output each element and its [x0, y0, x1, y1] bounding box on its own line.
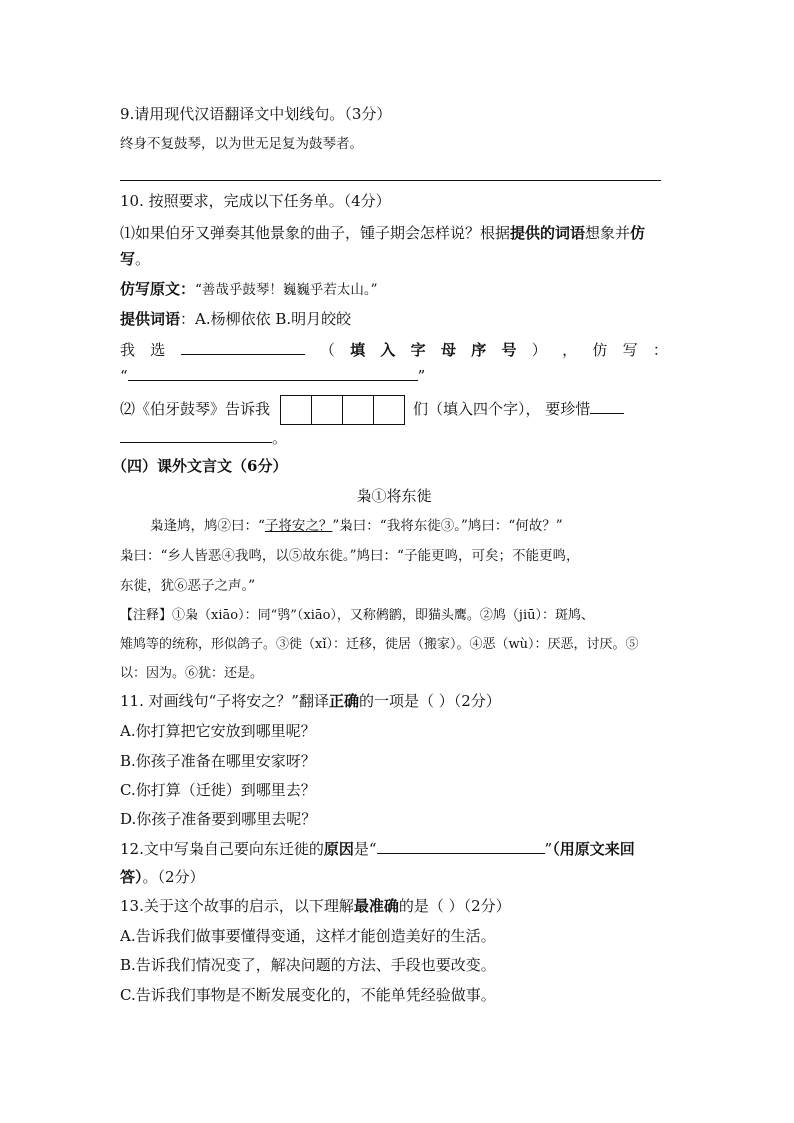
q10-original	[120, 278, 378, 301]
q10-part1-text-2: 想象并	[585, 224, 631, 242]
q13-option-b[interactable]: B.告诉我们情况变了，解决问题的方法、手段也要改变。	[120, 956, 496, 974]
q10-part2-text: ⑵《伯牙鼓琴》告诉我	[120, 400, 271, 418]
q12-line-2	[120, 866, 205, 888]
q10-part1-bold-imitate: 仿	[630, 224, 646, 242]
q9-answer-line	[120, 180, 661, 181]
section4-heading: （四）课外文言文（6分）	[112, 457, 288, 475]
imitation-blank[interactable]	[128, 364, 418, 381]
four-char-boxes[interactable]	[280, 395, 405, 425]
q10-fill-line	[120, 338, 668, 361]
q12-text: 12.文中写枭自己要向东迁徙的	[120, 840, 324, 858]
passage-text: 枭逢鸠，鸠②曰：“	[150, 518, 265, 534]
q10-imitation-line	[120, 364, 425, 387]
q11-title	[120, 690, 501, 712]
q10-part1-line1	[120, 222, 645, 244]
q13-option-c[interactable]: C.告诉我们事物是不断发展变化的，不能单凭经验做事。	[120, 986, 496, 1004]
q11-text-2: 的一项是（ ）（2分）	[358, 692, 501, 710]
q10-original-label: 仿写原文：	[120, 280, 196, 298]
letter-choice-blank[interactable]	[181, 338, 305, 355]
q13-text: 13.关于这个故事的启示，以下理解	[120, 897, 354, 915]
q11-text: 11. 对画线句“子将安之？”翻译	[120, 692, 329, 710]
q10-part2	[120, 395, 624, 425]
passage-line-2: 枭曰：“乡人皆恶④我鸣，以⑤故东徙。”鸠曰：“子能更鸣，可矣；不能更鸣，	[120, 548, 580, 564]
passage-text: ”枭曰：“我将东徙③。”鸠曰：“何故？”	[332, 518, 563, 534]
fill-char: 母	[440, 341, 456, 359]
q10-original-text: “善哉乎鼓琴！巍巍乎若太山。”	[195, 282, 378, 298]
q12-line-1	[120, 837, 635, 860]
q10-part2-text-2: 们（填入四个字）， 要珍惜	[413, 400, 591, 418]
fill-char: 仿	[592, 341, 608, 359]
note-line-1: 【注释】①枭（xiāo）：同“鸮”（xiāo），又称鸺鹠，即猫头鹰。②鸠（jiū）：斑鸠、	[120, 608, 594, 623]
q12-bold: 原因	[323, 840, 354, 858]
q10-part1-bold-write: 写	[120, 250, 136, 268]
q11-option-a[interactable]: A.你打算把它安放到哪里呢？	[120, 722, 316, 740]
fill-char: （	[319, 341, 335, 359]
q11-option-c[interactable]: C.你打算（迁徙）到哪里去？	[120, 781, 316, 799]
q10-words-text: ：A.杨柳依依 B.明月皎皎	[180, 310, 352, 328]
fill-char: 字	[410, 341, 426, 359]
q12-answer-blank[interactable]	[377, 837, 545, 854]
note-line-2: 雉鸠等的统称，形似鸽子。③徙（xǐ）：迁移，徙居（搬家）。④恶（wù）：厌恶，讨厌。⑤	[120, 637, 639, 652]
passage-title: 枭①将东徙	[356, 487, 432, 505]
q12-quote-close: ”	[544, 840, 553, 858]
underlined-sentence: 子将安之？	[264, 518, 333, 534]
q11-bold: 正确	[328, 692, 359, 710]
q9-sentence: 终身不复鼓琴，以为世无足复为鼓琴者。	[120, 136, 363, 152]
q10-words-label: 提供词语	[120, 310, 181, 328]
fill-char: ）	[531, 341, 547, 359]
quote-close: ”	[417, 367, 426, 385]
fill-char: 选	[150, 341, 166, 359]
q13-bold: 最准确	[353, 897, 399, 915]
q12-text-2: 是“	[353, 840, 377, 858]
q13-text-2: 的是（ ）（2分）	[398, 897, 511, 915]
q12-bold-3: 答）	[120, 868, 143, 886]
q13-option-a[interactable]: A.告诉我们做事要懂得变通，这样才能创造美好的生活。	[120, 927, 496, 945]
q10-part1-text: ⑴如果伯牙又弹奏其他景象的曲子，锺子期会怎样说？根据	[120, 224, 511, 242]
q9-title: 9.请用现代汉语翻译文中划线句。（3分）	[120, 105, 392, 123]
q10-part2-end: 。	[272, 429, 288, 447]
q12-score: 。（2分）	[142, 868, 205, 886]
fill-char: 写	[622, 341, 638, 359]
q10-part1-bold-words: 提供的词语	[510, 224, 586, 242]
q10-part1-period: 。	[135, 250, 151, 268]
char-box[interactable]	[280, 395, 312, 425]
passage-line-1	[150, 515, 563, 537]
note-line-3: 以：因为。⑥犹：还是。	[120, 666, 264, 681]
cherish-blank-continued[interactable]	[120, 426, 272, 443]
char-box[interactable]	[342, 395, 374, 425]
fill-char: ：	[652, 341, 668, 359]
fill-char: 号	[501, 341, 517, 359]
cherish-blank[interactable]	[590, 397, 624, 414]
char-box[interactable]	[311, 395, 343, 425]
fill-char: 入	[380, 341, 396, 359]
q10-words	[120, 308, 351, 330]
q10-title: 10. 按照要求，完成以下任务单。（4分）	[120, 192, 391, 210]
q10-part1-line2	[120, 248, 150, 270]
q13-title	[120, 895, 511, 917]
fill-char: 我	[120, 341, 136, 359]
q11-option-b[interactable]: B.你孩子准备在哪里安家呀？	[120, 752, 316, 770]
fill-char: 序	[471, 341, 487, 359]
char-box[interactable]	[373, 395, 405, 425]
fill-char: ，	[562, 341, 578, 359]
fill-char: 填	[350, 341, 366, 359]
q12-bold-2: （用原文来回	[552, 840, 635, 858]
q10-part2-line2	[120, 426, 287, 449]
q11-option-d[interactable]: D.你孩子准备要到哪里去呢？	[120, 810, 317, 828]
quote-open: “	[120, 367, 128, 385]
passage-line-3: 东徙，犹⑥恶子之声。”	[120, 578, 256, 594]
